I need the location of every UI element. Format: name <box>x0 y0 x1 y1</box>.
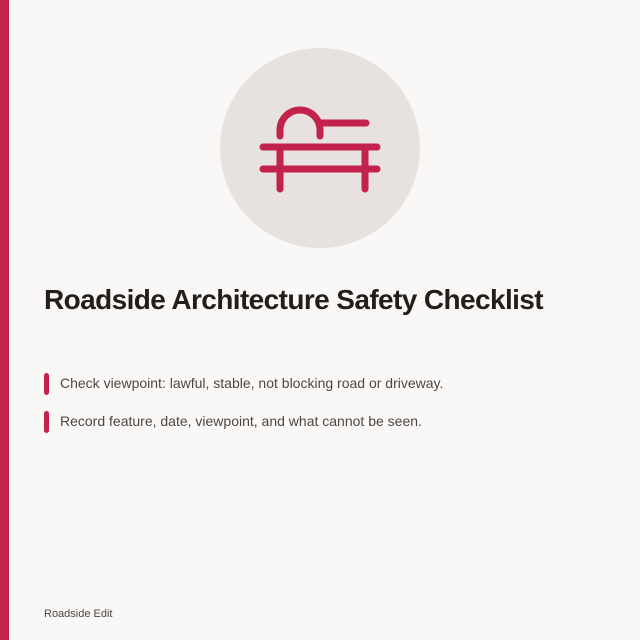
list-item <box>44 410 604 432</box>
accent-bar <box>0 0 9 640</box>
page-title: Roadside Architecture Safety Checklist <box>44 284 544 315</box>
bullet-marker <box>44 373 49 395</box>
checklist <box>44 372 604 448</box>
list-item-text: Record feature, date, viewpoint, and what cannot be seen. <box>60 413 422 429</box>
bench-icon <box>220 48 420 248</box>
list-item <box>44 372 604 394</box>
icon-badge <box>220 48 420 248</box>
list-item-text: Check viewpoint: lawful, stable, not blocking road or driveway. <box>60 375 444 391</box>
bullet-marker <box>44 411 49 433</box>
footer-brand: Roadside Edit <box>44 608 113 620</box>
